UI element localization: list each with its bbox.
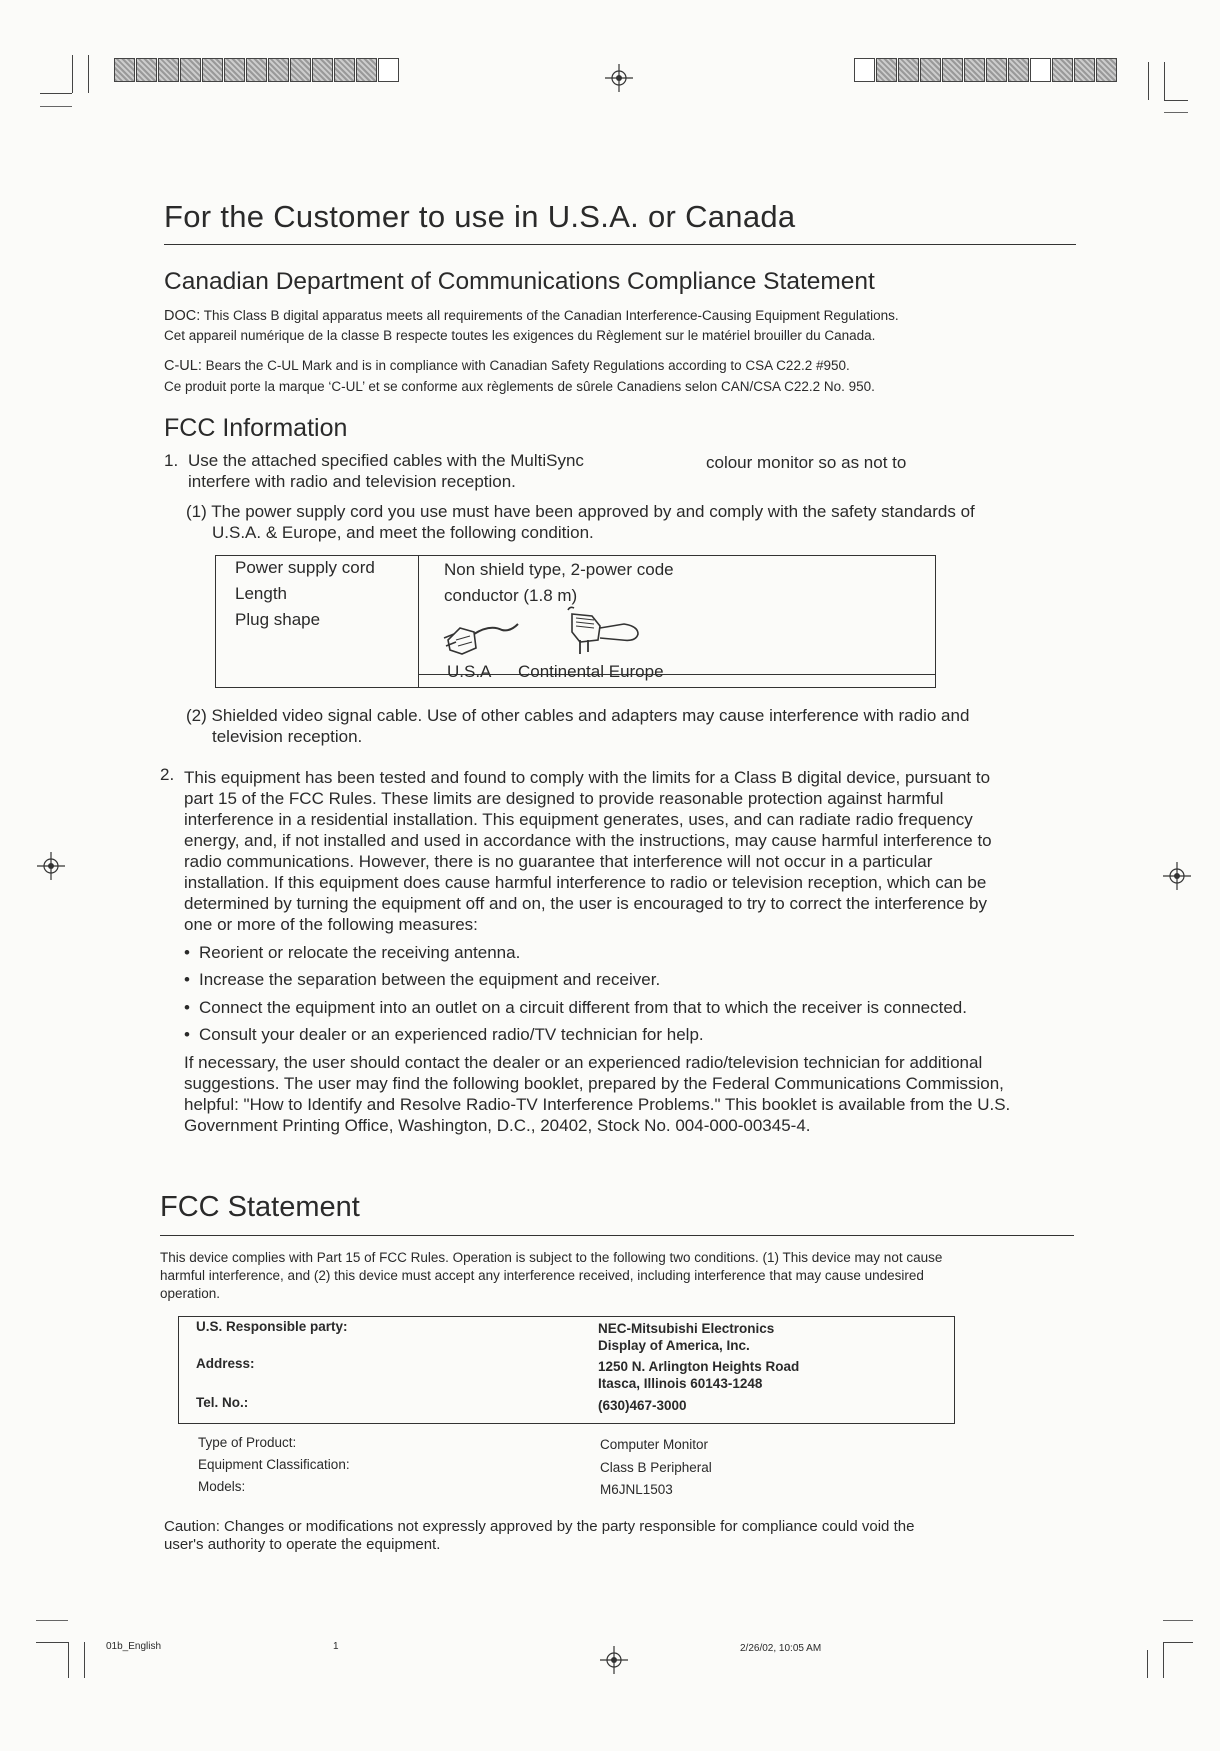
bullet-item: • Consult your dealer or an experienced radio/TV technician for help. bbox=[184, 1024, 704, 1045]
crop-mark-top-right bbox=[1148, 62, 1188, 114]
sub1-line1: (1) The power supply cord you use must have been approved by and comply with the safety standards of bbox=[186, 502, 975, 521]
crop-mark-bottom-right bbox=[1145, 1620, 1195, 1680]
doc-label: DOC: bbox=[164, 308, 201, 324]
statement-line: This device complies with Part 15 of FCC Rules. Operation is subject to the following two conditions. (1) This device may not cause bbox=[160, 1250, 943, 1265]
bullet-item: • Connect the equipment into an outlet on a circuit different from that to which the receiver is connected. bbox=[184, 997, 967, 1018]
doc-text-1: This Class B digital apparatus meets all requirements of the Canadian Interference-Causing Equipment Regulations. bbox=[203, 308, 899, 323]
table-label-cord: Power supply cord bbox=[235, 558, 375, 577]
title-rule bbox=[164, 244, 1076, 245]
cul-line-1 bbox=[164, 357, 850, 375]
footer-page-number: 1 bbox=[333, 1641, 339, 1652]
closing-line: helpful: "How to Identify and Resolve Radio-TV Interference Problems." This booklet is available from the U.S. bbox=[184, 1095, 1011, 1114]
closing-line: suggestions. The user may find the following booklet, prepared by the Federal Communications Commission, bbox=[184, 1074, 1004, 1093]
statement-line: harmful interference, and (2) this device must accept any interference received, including interference that may cause undesired bbox=[160, 1268, 924, 1283]
closing-line: If necessary, the user should contact the dealer or an experienced radio/television technician for additional bbox=[184, 1053, 983, 1072]
sub1-line2: U.S.A. & Europe, and meet the following condition. bbox=[212, 523, 594, 542]
address-value-2: Itasca, Illinois 60143-1248 bbox=[598, 1376, 763, 1391]
item2-line: interference in a residential installation. This equipment generates, uses, and can radiate radio frequency bbox=[184, 810, 973, 829]
europe-plug-icon bbox=[558, 606, 648, 658]
item2-line: This equipment has been tested and found to comply with the limits for a Class B digital device, pursuant to bbox=[184, 768, 991, 787]
footer-date: 2/26/02, 10:05 AM bbox=[740, 1643, 822, 1654]
registration-crosshair-top bbox=[605, 64, 633, 92]
item2-line: installation. If this equipment does cause harmful interference to radio or television reception, which can be bbox=[184, 873, 987, 892]
closing-line: Government Printing Office, Washington, D.C., 20402, Stock No. 004-000-00345-4. bbox=[184, 1116, 811, 1135]
class-label: Equipment Classification: bbox=[198, 1457, 350, 1472]
doc-line-1 bbox=[164, 307, 899, 325]
models-label: Models: bbox=[198, 1479, 246, 1494]
table-divider-horizontal bbox=[418, 674, 935, 675]
registration-crosshair-bottom bbox=[600, 1646, 628, 1674]
cul-text-1: Bears the C-UL Mark and is in compliance with Canadian Safety Regulations according to CSA C22.2 #950. bbox=[205, 358, 850, 373]
models-value: M6JNL1503 bbox=[600, 1482, 673, 1497]
cul-line-2: Ce produit porte la marque ‘C-UL’ et se conforme aux règlements de sûrele Canadiens selon CAN/CSA C22.2 No. 950. bbox=[164, 379, 875, 394]
fcc-statement-heading: FCC Statement bbox=[160, 1191, 360, 1223]
item2-line: energy, and, if not installed and used in accordance with the instructions, may cause harmful interference to bbox=[184, 831, 992, 850]
fcc-statement-rule bbox=[160, 1235, 1074, 1236]
registration-crosshair-left bbox=[37, 852, 65, 880]
address-value-1: 1250 N. Arlington Heights Road bbox=[598, 1359, 800, 1374]
bullet-item: • Reorient or relocate the receiving antenna. bbox=[184, 942, 520, 963]
table-label-length: Length bbox=[235, 584, 287, 603]
color-bar-right bbox=[854, 58, 1118, 82]
fcc-info-heading: FCC Information bbox=[164, 414, 348, 442]
tel-label: Tel. No.: bbox=[196, 1395, 249, 1410]
caution-line-2: user's authority to operate the equipment. bbox=[164, 1536, 441, 1553]
party-value-2: Display of America, Inc. bbox=[598, 1338, 750, 1353]
table-value-length: conductor (1.8 m) bbox=[444, 586, 578, 605]
sub2-line2: television reception. bbox=[212, 727, 363, 746]
cul-label: C-UL: bbox=[164, 358, 202, 374]
registration-crosshair-right bbox=[1163, 862, 1191, 890]
caution-line-1: Caution: Changes or modifications not expressly approved by the party responsible for compliance could void the bbox=[164, 1518, 915, 1535]
item2-line: part 15 of the FCC Rules. These limits are designed to provide reasonable protection against harmful bbox=[184, 789, 944, 808]
party-value-1: NEC-Mitsubishi Electronics bbox=[598, 1321, 775, 1336]
crop-mark-bottom-left bbox=[36, 1620, 88, 1680]
page-title: For the Customer to use in U.S.A. or Canada bbox=[164, 199, 796, 234]
usa-plug-icon bbox=[440, 610, 530, 660]
crop-mark-top-left bbox=[40, 55, 74, 107]
type-label: Type of Product: bbox=[198, 1435, 297, 1450]
canada-heading: Canadian Department of Communications Compliance Statement bbox=[164, 268, 875, 295]
item2-line: determined by turning the equipment off and on, the user is encouraged to try to correct the interference by bbox=[184, 894, 987, 913]
class-value: Class B Peripheral bbox=[600, 1460, 712, 1475]
bullet-item: • Increase the separation between the equipment and receiver. bbox=[184, 969, 660, 990]
item1-line2: interfere with radio and television reception. bbox=[188, 472, 516, 491]
statement-line: operation. bbox=[160, 1286, 221, 1301]
table-label-plug: Plug shape bbox=[235, 610, 321, 629]
item2-number: 2. bbox=[160, 765, 175, 784]
item1-line1a: Use the attached specified cables with the MultiSync bbox=[188, 451, 584, 470]
color-bar-left bbox=[114, 58, 400, 82]
party-label: U.S. Responsible party: bbox=[196, 1319, 348, 1334]
table-divider bbox=[418, 556, 419, 687]
address-label: Address: bbox=[196, 1356, 255, 1371]
plug-label-europe: Continental Europe bbox=[518, 662, 664, 681]
sub2-line1: (2) Shielded video signal cable. Use of other cables and adapters may cause interference with radio and bbox=[186, 706, 970, 725]
type-value: Computer Monitor bbox=[600, 1437, 709, 1452]
plug-label-usa: U.S.A bbox=[447, 662, 492, 681]
item1-number: 1. bbox=[164, 451, 179, 470]
footer-filename: 01b_English bbox=[106, 1641, 162, 1652]
item2-line: one or more of the following measures: bbox=[184, 915, 478, 934]
crop-line-top-left bbox=[88, 55, 89, 93]
item1-line1b: colour monitor so as not to bbox=[706, 453, 907, 472]
table-value-cord: Non shield type, 2-power code bbox=[444, 560, 674, 579]
tel-value: (630)467-3000 bbox=[598, 1398, 687, 1413]
item2-line: radio communications. However, there is no guarantee that interference will not occur in a particular bbox=[184, 852, 933, 871]
doc-line-2: Cet appareil numérique de la classe B respecte toutes les exigences du Règlement sur le matériel brouiller du Canada. bbox=[164, 328, 876, 343]
